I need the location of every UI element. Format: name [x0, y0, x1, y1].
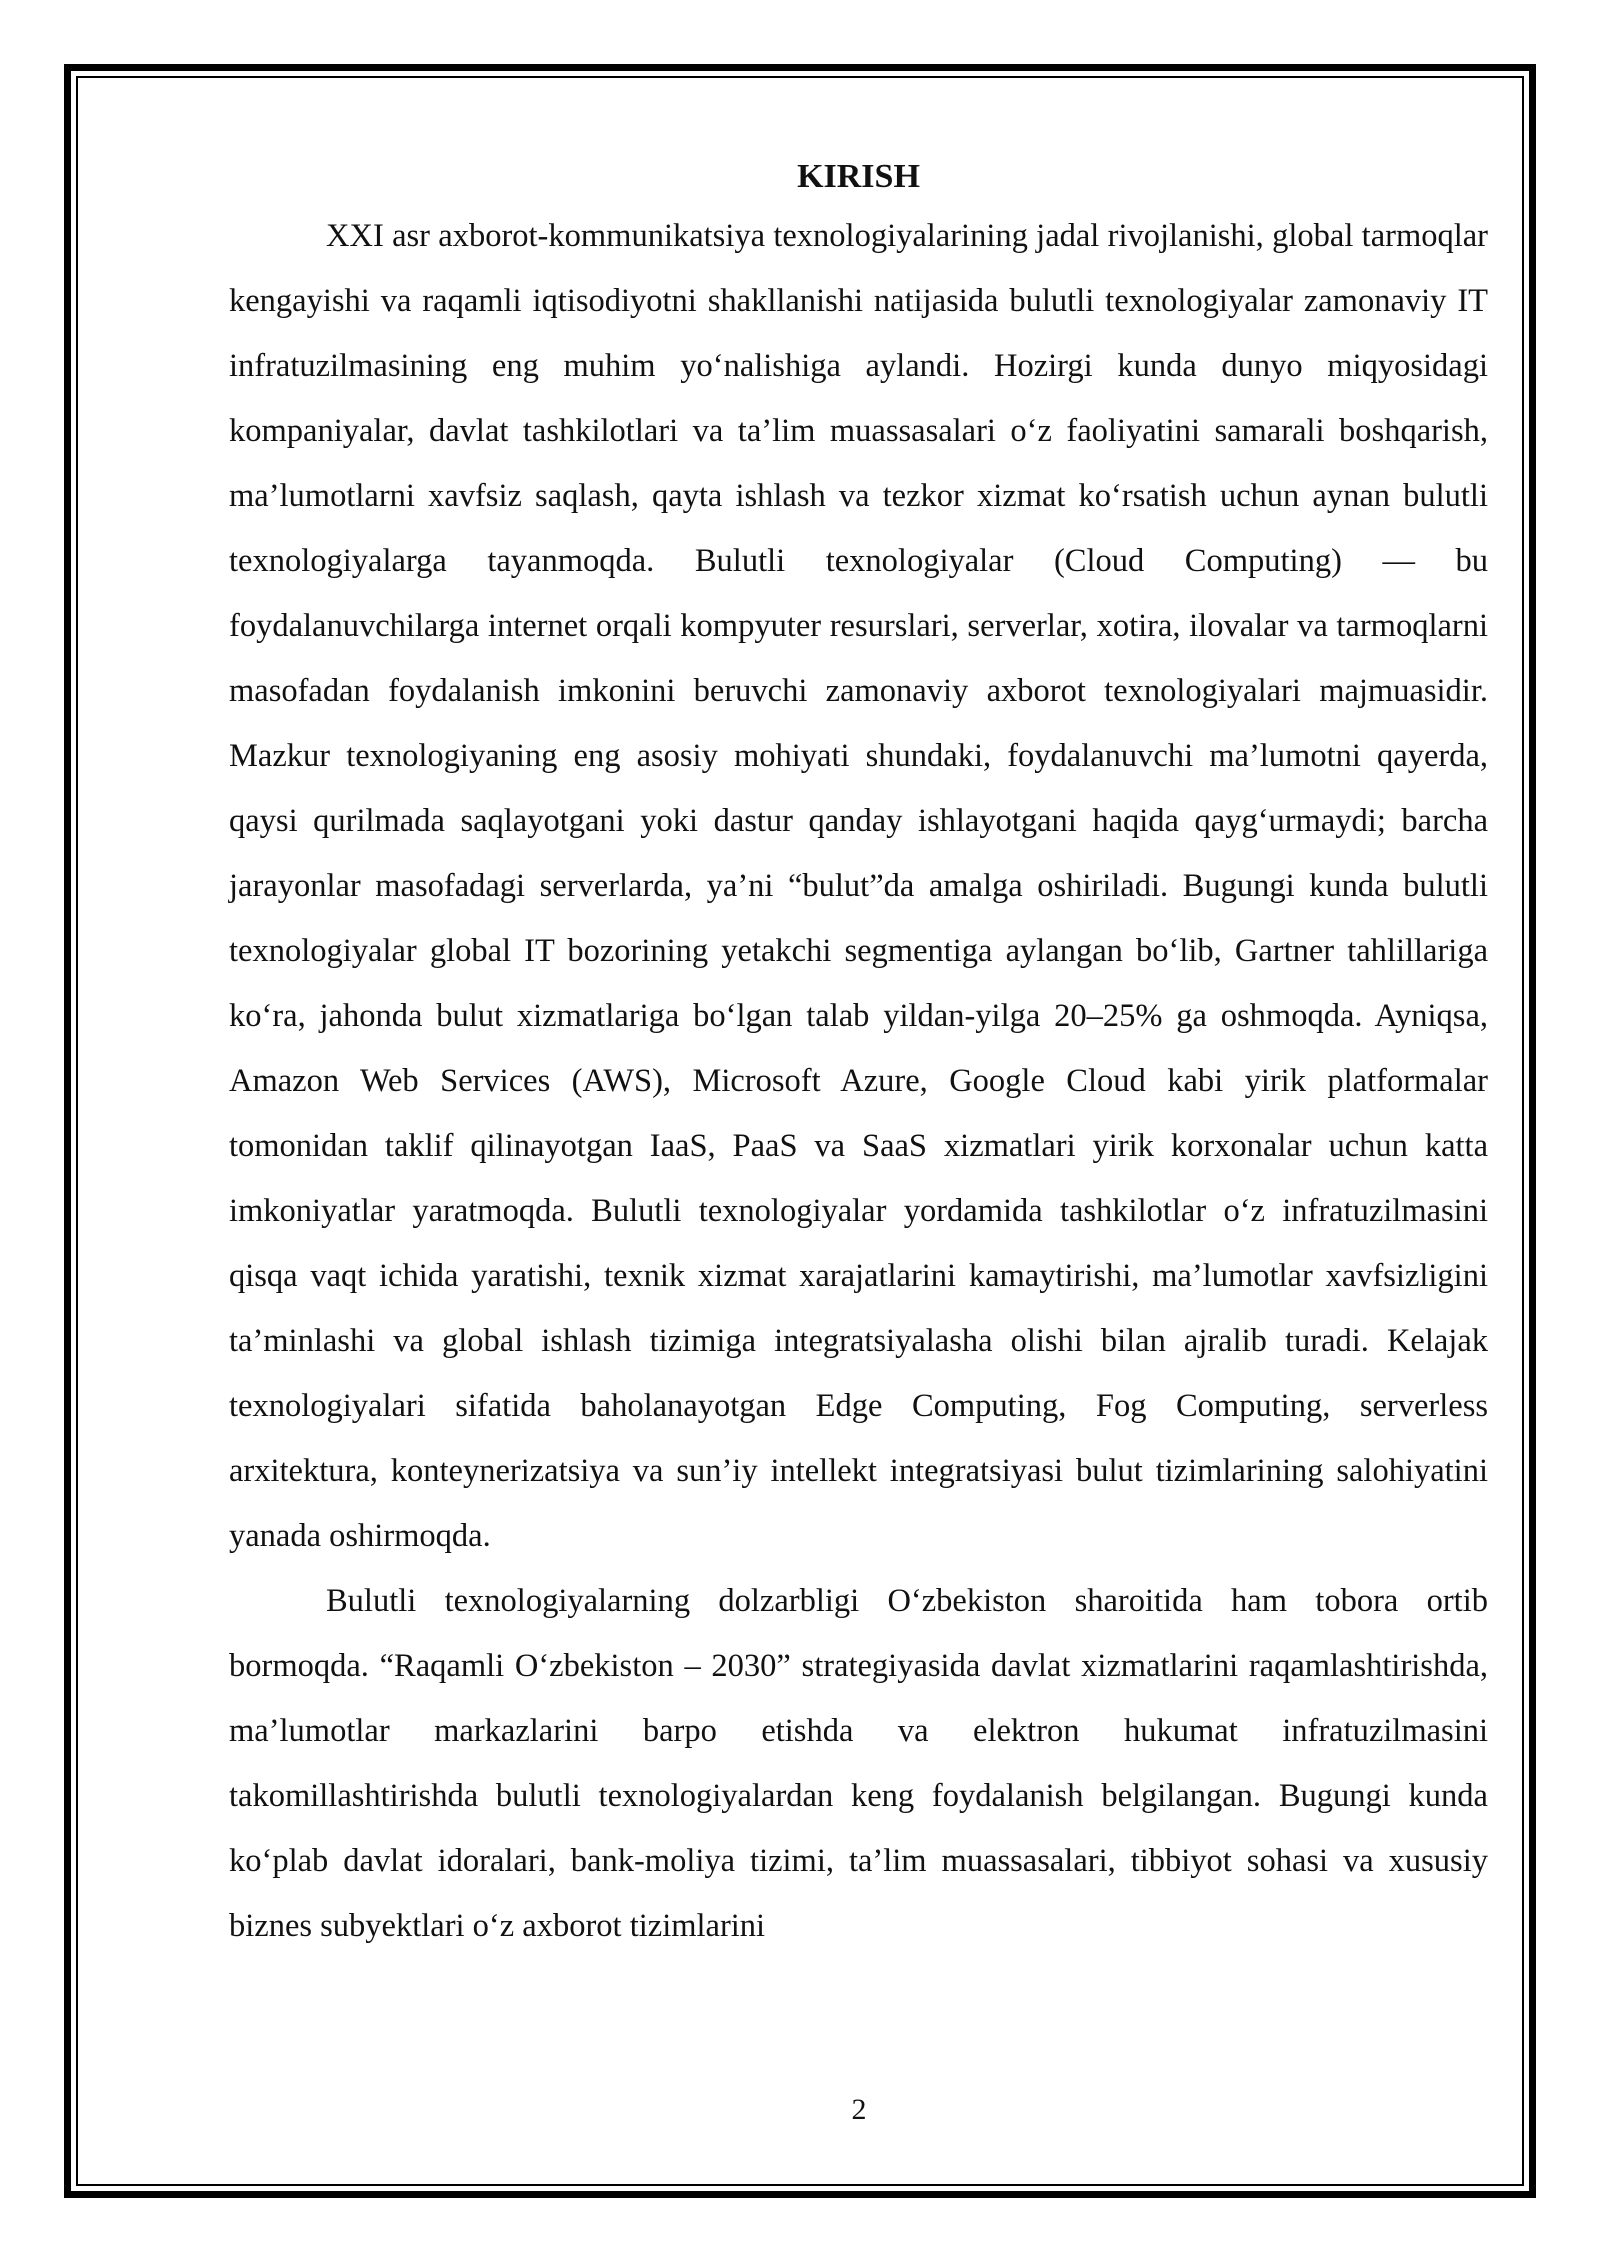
section-heading: KIRISH [797, 158, 920, 195]
page-number: 2 [851, 2093, 867, 2126]
paragraph-1: XXI asr axborot-kommunikatsiya texnologiyalarining jadal rivojlanishi, global tarmoqlar kengayishi va raqamli iqtisodiyotni shakllanishi natijasida bulutli texnologiyalar zamonaviy IT infratuzilmasining eng muhim yo‘nalishiga aylandi. Hozirgi kunda dunyo miqyosidagi kompaniyalar, davlat tashkilotlari va ta’lim muassasalari o‘z faoliyatini samarali boshqarish, ma’lumotlarni xavfsiz saqlash, qayta ishlash va tezkor xizmat ko‘rsatish uchun aynan bulutli texnologiyalarga tayanmoqda. Bulutli texnologiyalar (Cloud Computing) — bu foydalanuvchilarga internet orqali kompyuter resurslari, serverlar, xotira, ilovalar va tarmoqlarni masofadan foydalanish imkonini beruvchi zamonaviy axborot texnologiyalari majmuasidir. Mazkur texnologiyaning eng asosiy mohiyati shundaki, foydalanuvchi ma’lumotni qayerda, qaysi qurilmada saqlayotgani yoki dastur qanday ishlayotgani haqida qayg‘urmaydi; barcha jarayonlar masofadagi serverlarda, ya’ni “bulut”da amalga oshiriladi. Bugungi kunda bulutli texnologiyalar global IT bozorining yetakchi segmentiga aylangan bo‘lib, Gartner tahlillariga ko‘ra, jahonda bulut xizmatlariga bo‘lgan talab yildan-yilga 20–25% ga oshmoqda. Ayniqsa, Amazon Web Services (AWS), Microsoft Azure, Google Cloud kabi yirik platformalar tomonidan taklif qilinayotgan IaaS, PaaS va SaaS xizmatlari yirik korxonalar uchun katta imkoniyatlar yaratmoqda. Bulutli texnologiyalar yordamida tashkilotlar o‘z infratuzilmasini qisqa vaqt ichida yaratishi, texnik xizmat xarajatlarini kamaytirishi, ma’lumotlar xavfsizligini ta’minlashi va global ishlash tizimiga integratsiyalasha olishi bilan ajralib turadi. Kelajak texnologiyalari sifatida baholanayotgan Edge Computing, Fog Computing, serverless arxitektura, konteynerizatsiya va sun’iy intellekt integratsiyasi bulut tizimlarining salohiyatini yanada oshirmoqda. [229, 218, 1488, 1554]
paragraph-2: Bulutli texnologiyalarning dolzarbligi O‘zbekiston sharoitida ham tobora ortib bormoqda. “Raqamli O‘zbekiston – 2030” strategiyasida davlat xizmatlarini raqamlashtirishda, ma’lumotlar markazlarini barpo etishda va elektron hukumat infratuzilmasini takomillashtirishda bulutli texnologiyalardan keng foydalanish belgilangan. Bugungi kunda ko‘plab davlat idoralari, bank-moliya tizimi, ta’lim muassasalari, tibbiyot sohasi va xususiy biznes subyektlari o‘z axborot tizimlarini [229, 1583, 1488, 1944]
page-content [229, 150, 1488, 1959]
